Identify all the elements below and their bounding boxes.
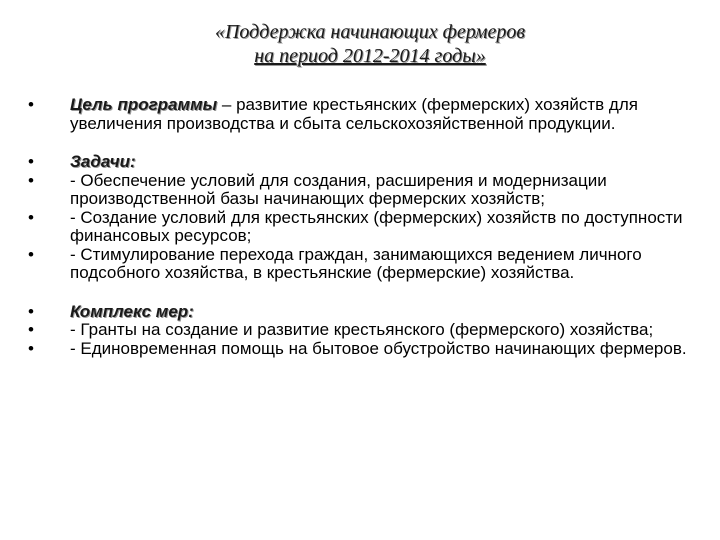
tasks-heading [28, 153, 688, 172]
goal-text: – развитие крестьянских (фермерских) хозяйств для увеличения производства и сбыта сельскохозяйственной продукции. [70, 95, 638, 133]
task-text: - Создание условий для крестьянских (фермерских) хозяйств по доступности финансовых ресурсов; [70, 207, 683, 245]
goal-label: Цель программы [70, 95, 218, 114]
measure-item-1 [28, 321, 688, 340]
slide-body [28, 96, 688, 358]
slide-title [190, 20, 550, 68]
tasks-label: Задачи: [70, 152, 136, 171]
measures-label: Комплекс мер: [70, 301, 194, 321]
title-line-2: на период 2012-2014 годы» [254, 45, 486, 67]
measure-text: - Гранты на создание и развитие крестьянского (фермерского) хозяйства; [70, 320, 654, 339]
bullet: • [28, 207, 34, 227]
bullet: • [28, 95, 34, 114]
measure-text: - Единовременная помощь на бытовое обустройство начинающих фермеров. [70, 338, 687, 358]
task-text: - Обеспечение условий для создания, расширения и модернизации производственной базы начинающих фермерских хозяйств; [70, 170, 607, 208]
measures-heading [28, 303, 688, 322]
bullet: • [28, 152, 34, 171]
task-item-2 [28, 209, 688, 246]
measure-item-2 [28, 340, 688, 359]
bullet: • [28, 320, 34, 339]
task-item-3 [28, 246, 688, 283]
bullet: • [28, 301, 34, 321]
bullet: • [28, 338, 34, 358]
task-item-1 [28, 172, 688, 209]
goal-item [28, 96, 688, 133]
bullet: • [28, 244, 34, 264]
title-line-1: «Поддержка начинающих фермеров [214, 21, 526, 43]
bullet: • [28, 170, 34, 190]
task-text: - Стимулирование перехода граждан, занимающихся ведением личного подсобного хозяйства, в крестьянские (фермерские) хозяйства. [70, 244, 642, 282]
